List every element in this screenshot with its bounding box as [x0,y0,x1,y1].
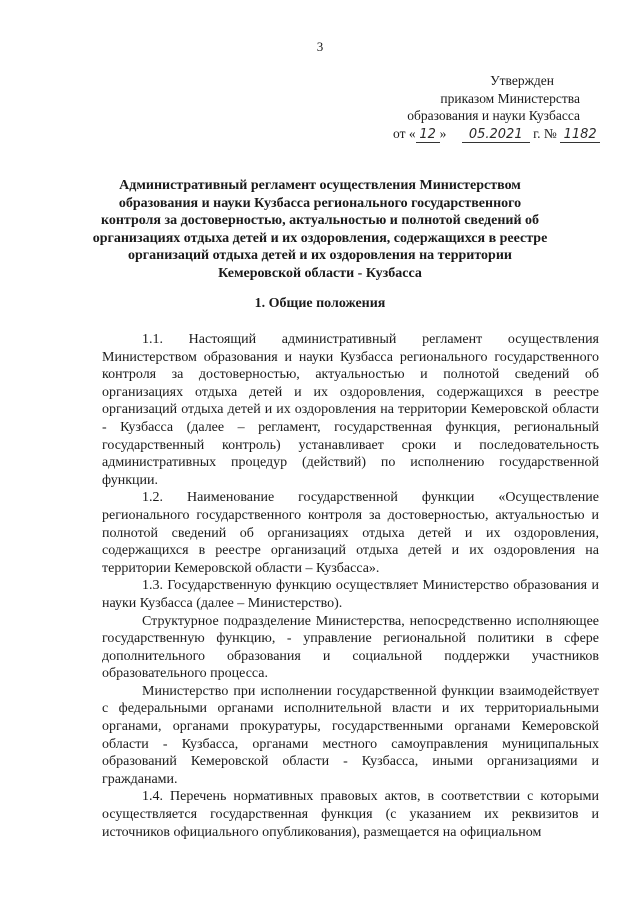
body-text [102,331,599,841]
handwritten-day: 12 [416,128,440,143]
approval-block [385,72,600,143]
paragraph-structural-unit: Структурное подразделение Министерства, непосредственно исполняющее государственную функцию, - управление региональной политики в сфере дополнительного образования и социальной поддержки участников образовательного процесса. [102,613,599,682]
page-number: 3 [316,39,324,54]
approval-line-approved: Утвержден [490,73,554,88]
document-title: Административный регламент осуществления Министерством образования и науки Кузбасса регионального государственного контроля за достоверностью, актуальностью и полнотой сведений об организациях отдыха детей и их оздоровления, содержащихся в реестре организаций отдыха детей и их оздоровления на территории Кемеровской области - Кузбасса [92,178,548,281]
date-quote-close: » [439,125,447,141]
date-year-suffix: г. № [533,125,557,141]
approval-line-order: приказом Министерства [440,90,580,106]
handwritten-order-number: 1182 [560,128,600,143]
paragraph-1-3: 1.3. Государственную функцию осуществляет Министерство образования и науки Кузбасса (далее – Министерство). [102,578,599,611]
date-prefix: от « [393,125,416,141]
paragraph-1-2: 1.2. Наименование государственной функции «Осуществление регионального государственного контроля за достоверностью, актуальностью и полнотой сведений об организациях отдыха детей и их оздоровления, содержащихся в реестре организаций отдыха детей и их оздоровления на территории Кемеровской области – Кузбасса». [102,490,599,576]
paragraph-1-1: 1.1. Настоящий административный регламент осуществления Министерством образования и науки Кузбасса регионального государственного контроля за достоверностью, актуальностью и полнотой сведений об организациях отдыха детей и их оздоровления, содержащихся в реестре организаций отдыха детей и их оздоровления на территории Кемеровской области - Кузбасса (далее – регламент, государственная функция, региональный государственный контроль) устанавливает сроки и последовательность административных процедур (действий) по исполнению государственной функции. [102,332,599,488]
handwritten-month-year: 05.2021 [462,128,530,143]
paragraph-1-4: 1.4. Перечень нормативных правовых актов, в соответствии с которыми осуществляется государственная функция (с указанием их реквизитов и источников официального опубликования), размещается на официальном [102,789,599,840]
approval-date-line [385,125,600,143]
approval-line-ministry: образования и науки Кузбасса [407,108,580,123]
paragraph-interaction: Министерство при исполнении государственной функции взаимодействует с федеральными органами исполнительной власти и их территориальными органами, органами прокуратуры, государственными органами Кемеровской области - Кузбасса, органами местного самоуправления муниципальных образований Кемеровской области - Кузбасса, иными организациями и гражданами. [102,683,599,787]
section-heading: 1. Общие положения [254,296,386,311]
